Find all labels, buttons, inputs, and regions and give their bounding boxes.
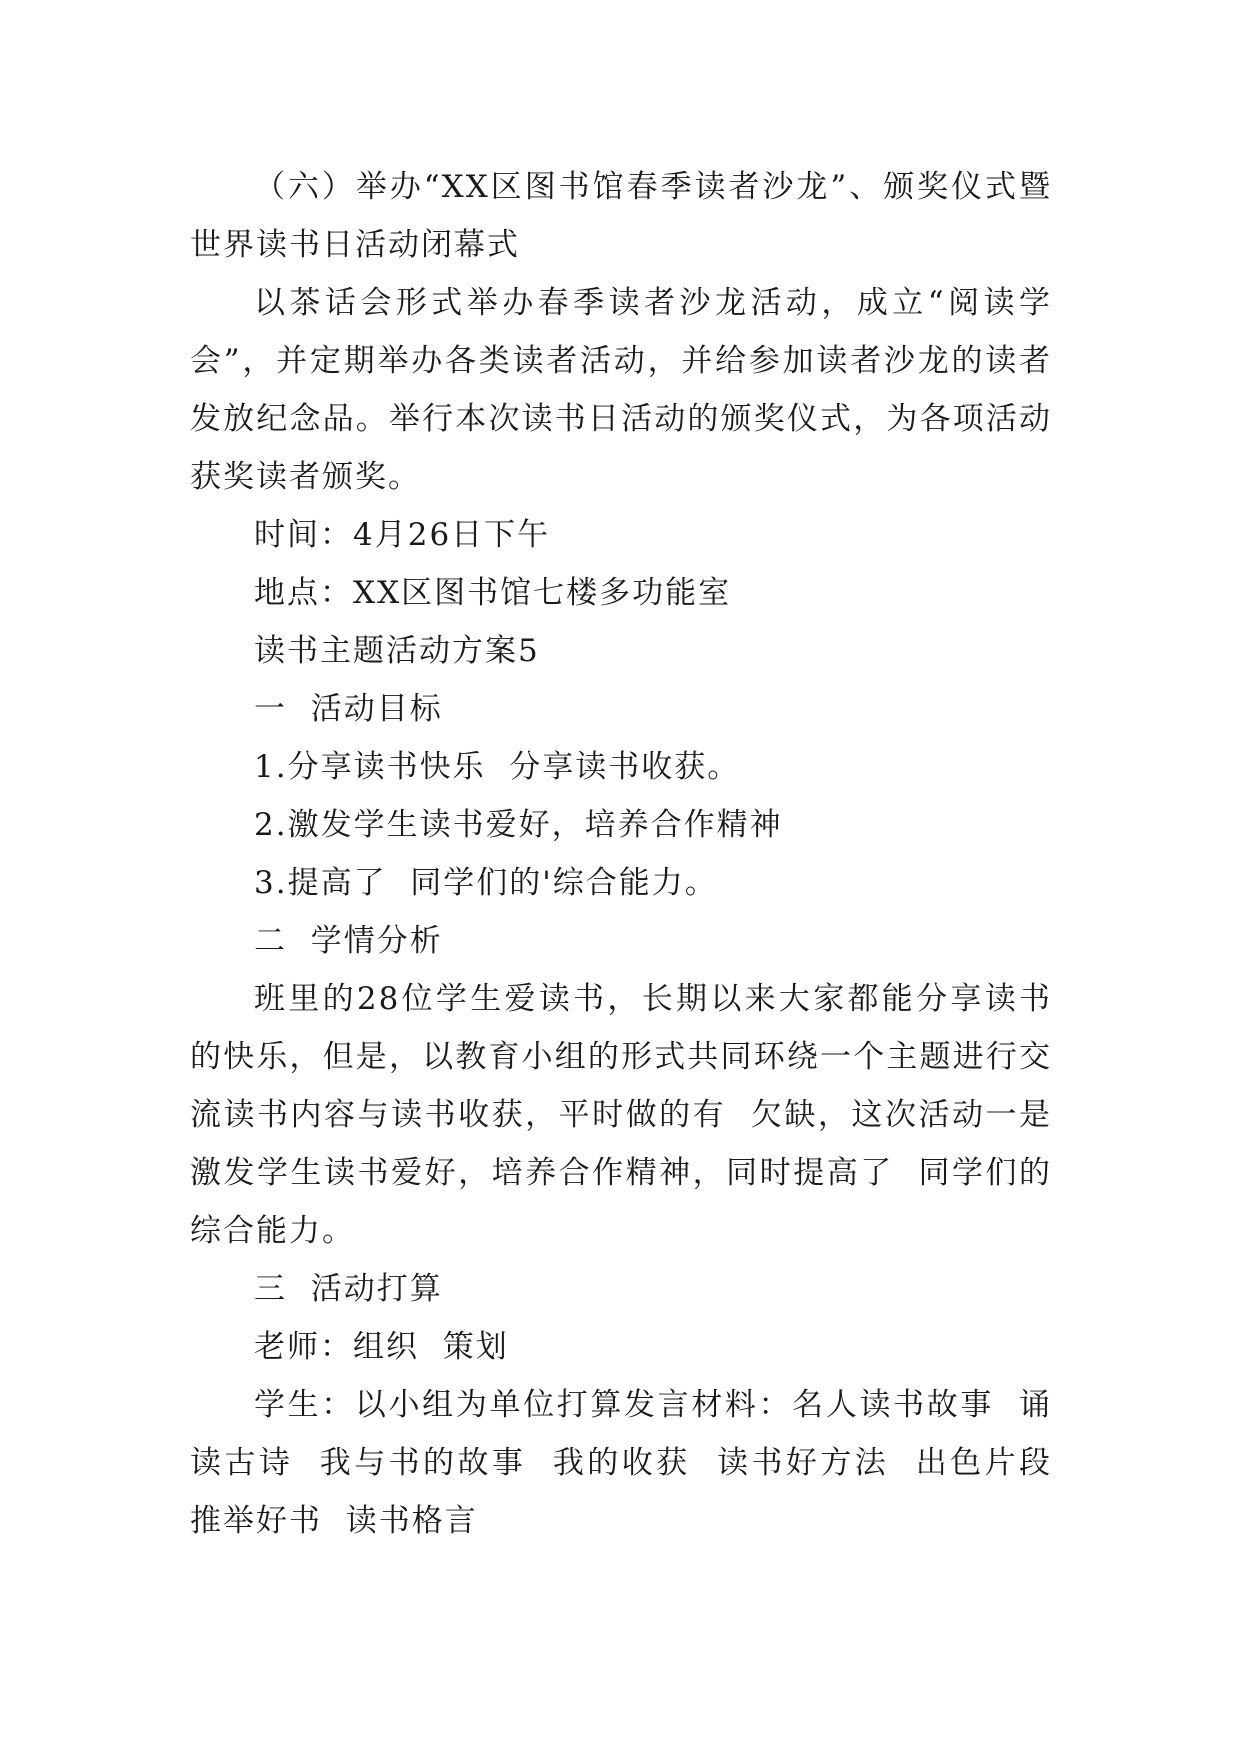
goal-item-1: 1.分享读书快乐 分享读书收获。: [254, 749, 741, 785]
paragraph-salon-description: 以茶话会形式举办春季读者沙龙活动，成立“阅读学会”，并定期举办各类读者活动，并给参加读者沙龙的读者发放纪念品。举行本次读书日活动的颁奖仪式，为各项活动获奖读者颁奖。: [190, 285, 1052, 495]
paragraph-analysis: 班里的28位学生爱读书，长期以来大家都能分享读书的快乐，但是，以教育小组的形式共同环绕一个主题进行交流读书内容与读书收获，平时做的有 欠缺，这次活动一是激发学生读书爱好，培养合作精神，同时提高了 同学们的综合能力。: [190, 981, 1052, 1249]
section-heading-analysis: 二 学情分析: [254, 923, 443, 959]
student-role: 学生：以小组为单位打算发言材料：名人读书故事 诵读古诗 我与书的故事 我的收获 读书好方法 出色片段 推举好书 读书格言: [190, 1387, 1076, 1539]
document-body: [190, 158, 1076, 1550]
section-heading-award-ceremony: （六）举办“XX区图书馆春季读者沙龙”、颁奖仪式暨世界读书日活动闭幕式: [190, 169, 1052, 263]
goal-item-3: 3.提高了 同学们的'综合能力。: [254, 865, 718, 901]
plan-title: 读书主题活动方案5: [254, 633, 540, 669]
section-heading-preparation: 三 活动打算: [254, 1271, 443, 1307]
section-heading-goals: 一 活动目标: [254, 691, 443, 727]
goal-item-2: 2.激发学生读书爱好，培养合作精神: [254, 807, 783, 843]
teacher-role: 老师：组织 策划: [254, 1329, 509, 1365]
event-location: 地点：XX区图书馆七楼多功能室: [254, 575, 732, 611]
event-time: 时间：4月26日下午: [254, 517, 551, 553]
